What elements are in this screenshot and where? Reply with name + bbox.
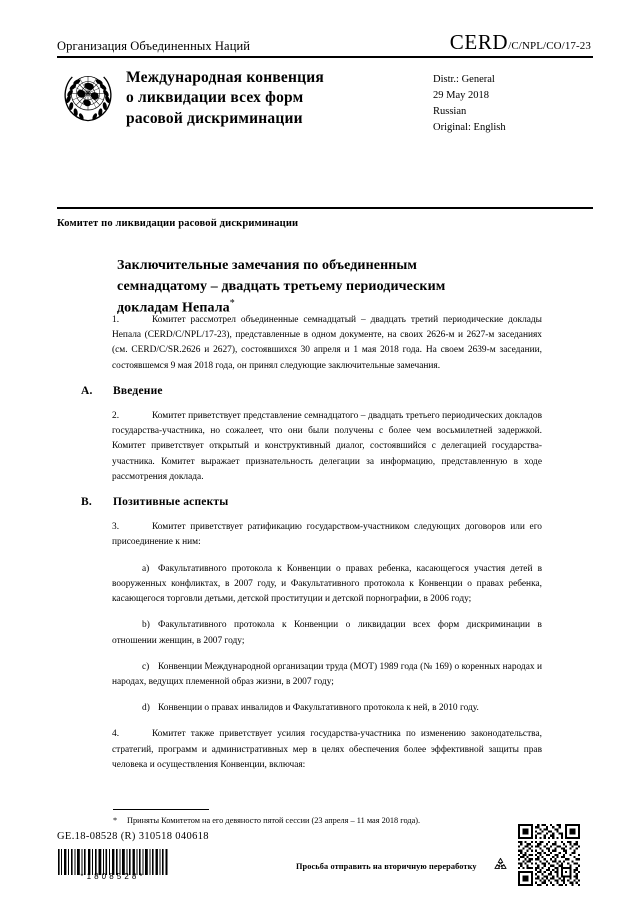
section-heading-b [57, 496, 597, 508]
document-date: 29 May 2018 [433, 89, 489, 101]
ge-document-number: GE.18-08528 (R) 310518 040618 [57, 831, 209, 842]
paragraph-4-text: Комитет также приветствует усилия государства-участника по изменению законодательства, стратегий, программ и административных мер в целях обеспечения более эффективной защиты прав человека и осуществления Конвенции, включая: [112, 729, 542, 770]
paragraph-3b [57, 618, 542, 648]
document-body [57, 313, 597, 784]
masthead-top-row [57, 32, 593, 56]
distribution-block [427, 67, 593, 136]
paragraph-3c-text: Конвенции Международной организации труда (МОТ) 1989 года (№ 169) о коренных народах и народах, ведущих племенной образ жизни, в 2007 году; [112, 661, 542, 687]
committee-rule [57, 207, 593, 209]
paragraph-1-number: 1. [112, 315, 120, 325]
paragraph-3c-number: c) [142, 661, 150, 672]
paragraph-3b-number: b) [142, 620, 150, 631]
paragraph-3a [57, 562, 542, 608]
masthead-body-row [57, 58, 593, 136]
convention-title-line-2: о ликвидации всех форм [126, 89, 304, 107]
convention-title [116, 67, 427, 129]
section-heading-a [57, 385, 597, 397]
paragraph-1-text: Комитет рассмотрел объединенные семнадцатый – двадцать третий периодические доклады Непала (CERD/C/NPL/17-23), представленные в одном документе, на своих 2626-м и 2627-м заседаниях (см. CERD/C/SR.2626 и 2627), состоявшихся 30 апреля и 1 мая 2018 года. На своем 2639-м заседании, состоявшемся 9 мая 2018 года, он принял следующие заключительные замечания. [112, 315, 542, 371]
section-b-letter: B. [81, 496, 92, 509]
footnote-text: Приняты Комитетом на его девяносто пятой сессии (23 апреля – 11 мая 2018 года). [127, 816, 421, 825]
paragraph-3c [57, 660, 542, 690]
qr-code [518, 824, 580, 886]
paragraph-1 [57, 313, 542, 374]
organization-name: Организация Объединенных Наций [57, 38, 251, 53]
un-emblem [60, 68, 116, 124]
section-a-letter: A. [81, 384, 93, 397]
section-b-title: Позитивные аспекты [113, 496, 229, 509]
paragraph-3d-number: d) [142, 703, 150, 714]
paragraph-2 [57, 409, 542, 485]
document-symbol [450, 32, 593, 53]
paragraph-3d-text: Конвенции о правах инвалидов и Факультативного протокола к ней, в 2010 году. [158, 703, 479, 714]
document-language: Russian [433, 105, 467, 117]
section-a-title: Введение [113, 384, 163, 397]
recycle-note: Просьба отправить на вторичную переработку [296, 862, 477, 871]
masthead [57, 32, 593, 136]
paragraph-3a-text: Факультативного протокола к Конвенции о правах ребенка, касающегося участия детей в вооруженных конфликтах, в 2007 году, и Факультативного протокола к Конвенции о правах ребенка, касающегося торговли детьми, детской проституции и детской порнографии, в 2006 году; [112, 563, 542, 605]
recycle-icon [492, 856, 509, 873]
paragraph-2-text: Комитет приветствует представление семнадцатого – двадцать третьего периодических докладов государства-участника, но сожалеет, что они были получены с более чем восьмилетней задержкой. Комитет приветствует открытый и конструктивный диалог, состоявшийся с делегацией государства-участника. Комитет выражает признательность делегации за информацию, представленную в ходе рассмотрения доклада. [112, 410, 542, 482]
original-language: Original: English [433, 121, 506, 133]
paragraph-2-number: 2. [112, 410, 120, 421]
title-footnote-marker: * [229, 297, 235, 309]
paragraph-3-text: Комитет приветствует ратификацию государством-участником следующих договоров или его присоединение к ним: [112, 522, 542, 548]
paragraph-3-number: 3. [112, 522, 120, 533]
footnote-marker: * [113, 816, 118, 825]
document-symbol-main: CERD [449, 30, 509, 54]
footnote-separator [113, 809, 209, 810]
footnote [113, 815, 583, 827]
page-title-line-1: Заключительные замечания по объединенным [117, 258, 418, 274]
page-title [117, 256, 517, 318]
paragraph-3d [57, 701, 542, 716]
paragraph-3b-text: Факультативного протокола к Конвенции о ликвидации всех форм дискриминации в отношении женщин, в 2007 году; [112, 620, 542, 646]
document-symbol-suffix: /C/NPL/CO/17-23 [508, 40, 591, 52]
distribution-type: Distr.: General [433, 74, 495, 85]
convention-title-line-3: расовой дискриминации [126, 109, 303, 127]
paragraph-3 [57, 520, 542, 550]
paragraph-4-number: 4. [112, 729, 120, 740]
barcode-digits: *1808528* [80, 872, 146, 881]
convention-title-line-1: Международная конвенция [126, 69, 324, 86]
committee-name: Комитет по ликвидации расовой дискриминации [57, 218, 299, 229]
page-title-line-3: докладам Непала [117, 300, 230, 316]
paragraph-4 [57, 727, 542, 773]
page-title-line-2: семнадцатому – двадцать третьему периодическим [117, 278, 446, 294]
paragraph-3a-number: a) [142, 563, 150, 574]
